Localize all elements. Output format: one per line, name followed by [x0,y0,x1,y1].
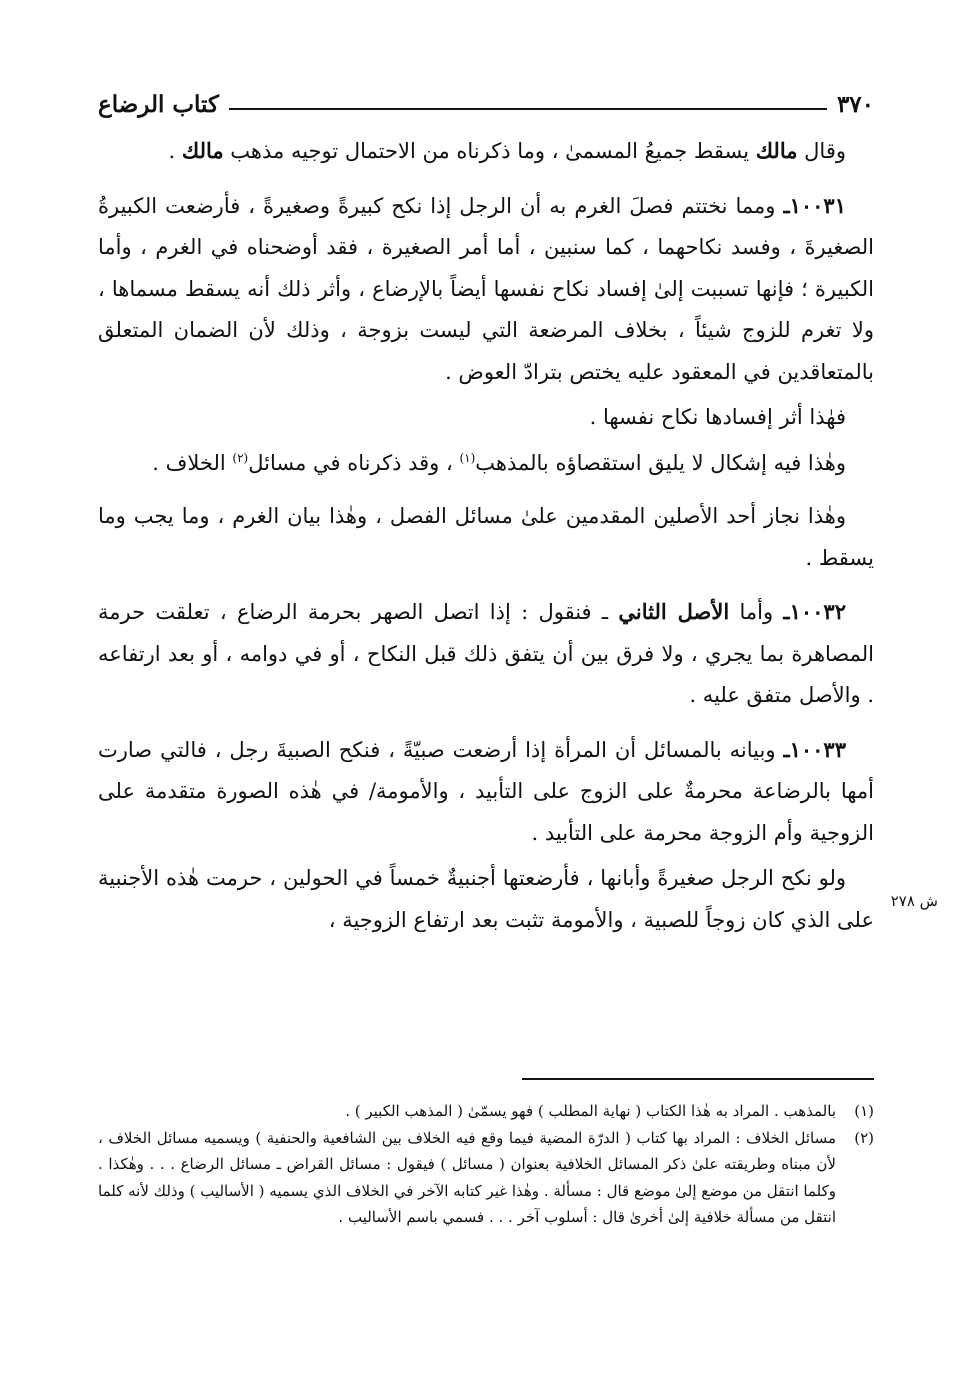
footnote-number: (٢) [854,1128,874,1147]
text-run: وقال [797,139,846,163]
footnote-text: بالمذهب . المراد به هٰذا الكتاب ( نهاية المطلب ) فهو يسمّىٰ ( المذهب الكبير ) . [345,1102,836,1120]
footnote [98,1125,874,1231]
margin-note: ش ٢٧٨ [890,892,938,910]
text-run: الخلاف . [152,450,233,475]
bold-text: مالك [755,138,798,163]
footnote-number: (١) [854,1102,874,1120]
page-number: ٣٧٠ [836,91,874,118]
text-run: ـ فنقول : إذا اتصل الصهر بحرمة الرضاع ، تعلقت حرمة المصاهرة بما يجري ، ولا فرق بين أن يتفق ذلك قبل النكاح ، أو في دوامه ، أو بعد ارتفاعه . والأصل متفق عليه . [98,600,874,707]
paragraph [98,397,874,439]
footnote-rule [522,1078,874,1080]
footnote-text: مسائل الخلاف : المراد بها كتاب ( الدرّة المضية فيما وقع فيه الخلاف بين الشافعية والحنفية ) ويسميه مسائل الخلاف ، لأن مبناه وطريقته علىٰ ذكر المسائل الخلافية بعنوان ( مسائل ) فيقول : مسائل القراض ـ مسائل الرضاع . . . وهٰكذا . وكلما انتقل من موضع إلىٰ موضع قال : مسألة . وهٰذا غير كتابه الآخر في الخلاف الذي يسميه ( الأساليب ) وذلك لأنه كلما انتقل من مسألة خلافية إلىٰ أخرىٰ قال : أسلوب آخر . . . فسمي باسم الأساليب . [98,1128,836,1226]
running-header [98,78,874,118]
footnotes [98,1098,874,1231]
text-run: يسقط جميعُ المسمىٰ ، وما ذكرناه من الاحتمال توجيه مذهب [223,139,756,163]
paragraph [98,185,874,394]
paragraph [98,496,874,579]
text-run: وهٰذا فيه إشكال لا يليق استقصاؤه بالمذهب [475,450,846,475]
body-text [98,130,874,941]
footnote-ref: (١) [459,450,476,465]
paragraph-number: ١٠٠٣٣ـ [783,736,846,762]
text-run: وأما [729,600,784,624]
text-run: ، وقد ذكرناه في مسائل [248,450,460,475]
text-run: فهٰذا أثر إفسادها نكاح نفسها . [589,405,846,429]
paragraph-number: ١٠٠٣٢ـ [783,599,846,624]
bold-text: الأصل الثاني [618,599,730,624]
text-run: . [168,139,182,163]
text-run: ومما نختتم فصلَ الغرم به أن الرجل إذا نكح كبيرةً وصغيرةً ، فأرضعت الكبيرةُ الصغيرةَ ، وفسد نكاحهما ، كما سنبين ، أما أمر الصغيرة ، فقد أوضحناه في الغرم ، وأما الكبيرة ؛ فإنها تسببت إلىٰ إفساد نكاح نفسها أيضاً بالإرضاع ، وأثر ذلك أنه يسقط مسماها ، ولا تغرم للزوج شيئاً ، بخلاف المرضعة التي ليست بزوجة ، وذلك لأن الضمان المتعلق بالمتعاقدين في المعقود عليه يختص بترادّ العوض . [98,193,874,384]
text-run: ولو نكح الرجل صغيرةً وأبانها ، فأرضعتها أجنبيةٌ خمساً في الحولين ، حرمت هٰذه الأجنبية على الذي كان زوجاً للصبية ، والأمومة تثبت بعد ارتفاع الزوجية ، [98,866,874,932]
header-rule [229,108,827,110]
paragraph [98,443,874,485]
paragraph-number: ١٠٠٣١ـ [783,192,846,218]
paragraph [98,130,874,173]
book-title: كتاب الرضاع [98,91,219,118]
paragraph [98,729,874,855]
paragraph [98,591,874,717]
text-run: وهٰذا نجاز أحد الأصلين المقدمين علىٰ مسائل الفصل ، وهٰذا بيان الغرم ، وما يجب وما يسقط . [98,504,874,570]
bold-text: مالك [181,138,224,163]
footnote [98,1098,874,1125]
paragraph [98,858,874,941]
footnote-ref: (٢) [232,450,249,465]
text-run: وبيانه بالمسائل أن المرأة إذا أرضعت صبيّةً ، فنكح الصبيةَ رجل ، فالتي صارت أمها بالرضاعة محرمةٌ على الزوج على التأبيد ، والأمومة/ في هٰذه الصورة متقدمة على الزوجية وأم الزوجة محرمة على التأبيد . [98,737,874,845]
